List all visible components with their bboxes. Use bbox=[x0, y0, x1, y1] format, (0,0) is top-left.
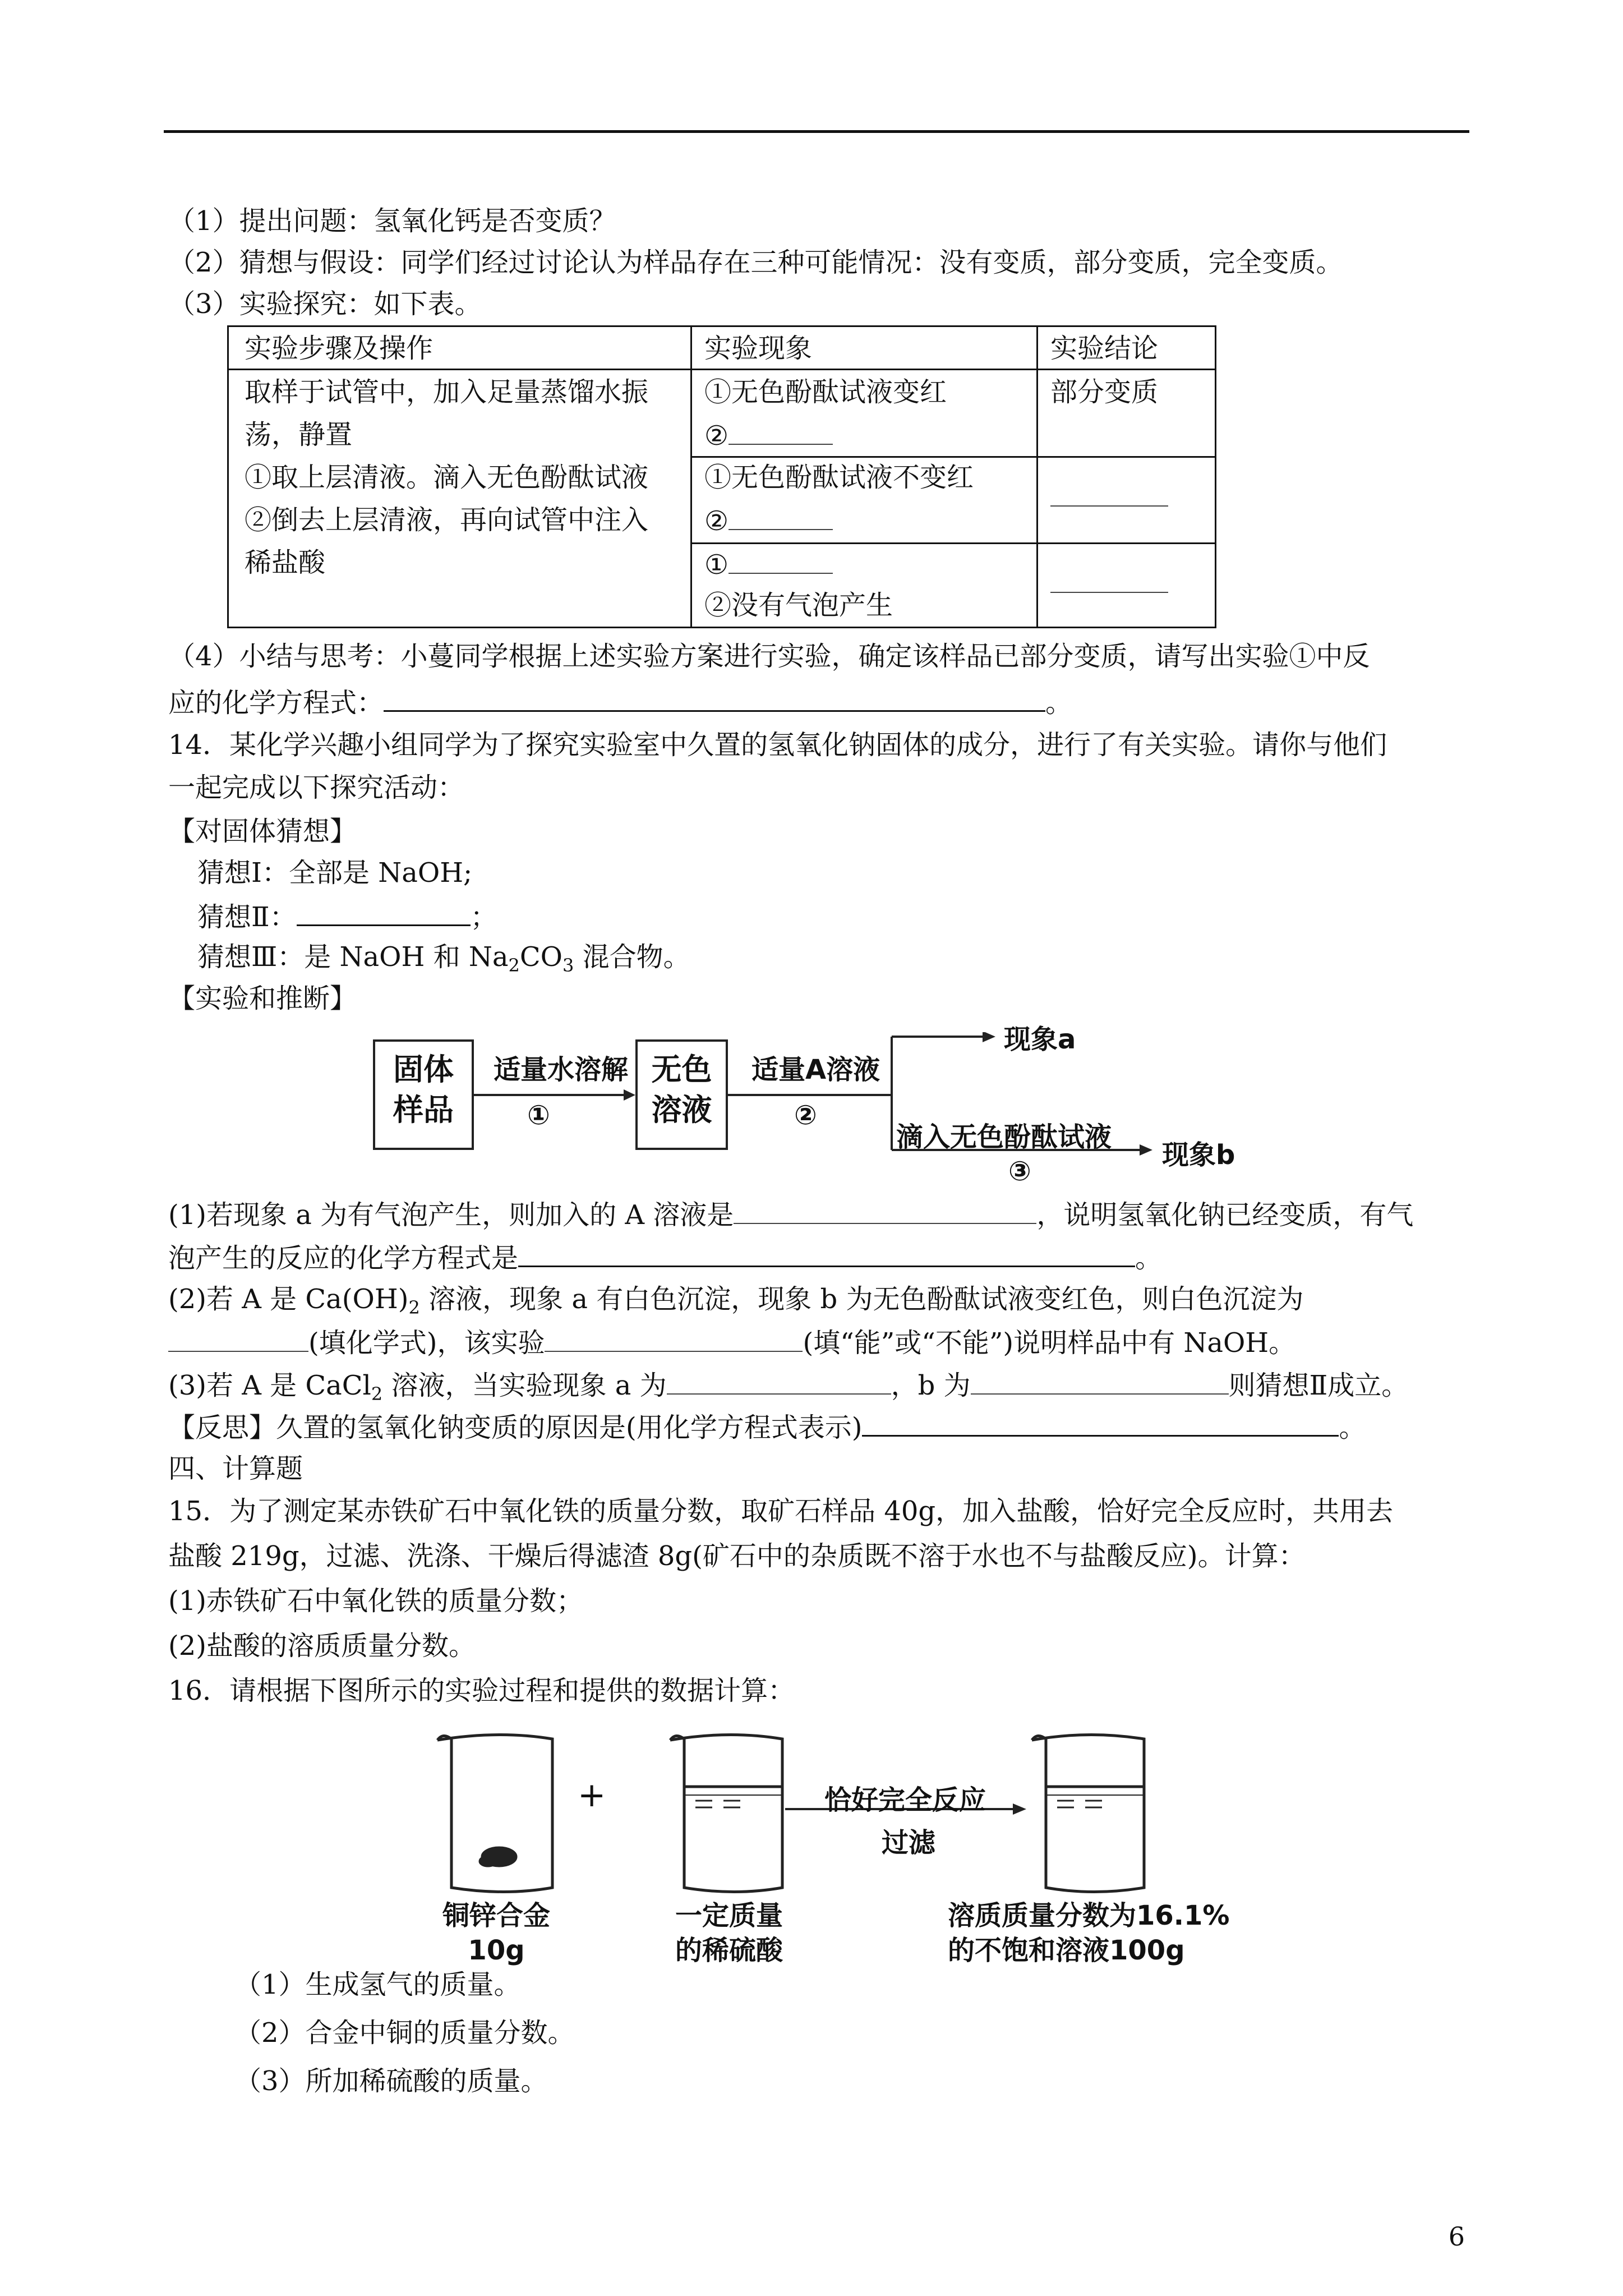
q14-part1-line2: 泡产生的反应的化学方程式是 。 bbox=[168, 1240, 1162, 1275]
row3-phenomenon-2: ②没有气泡产生 bbox=[704, 590, 893, 621]
q14-guess1: 猜想Ⅰ：全部是 NaOH; bbox=[197, 857, 473, 889]
q13-line1: （1）提出问题：氢氧化钙是否变质？ bbox=[168, 205, 616, 237]
solution-a-blank[interactable] bbox=[734, 1197, 1036, 1224]
answer-blank[interactable] bbox=[728, 503, 833, 530]
q16-sub3: （3）所加稀硫酸的质量。 bbox=[234, 2065, 548, 2097]
flow-box-colorless-solution: 无色 溶液 bbox=[635, 1039, 728, 1150]
row2-conclusion-blank[interactable] bbox=[1050, 480, 1168, 514]
reflection-equation-blank[interactable] bbox=[862, 1409, 1339, 1437]
phenomenon-b-blank[interactable] bbox=[971, 1368, 1229, 1395]
q14-heading-guess: 【对固体猜想】 bbox=[168, 816, 357, 847]
table-step-line: 荡，静置 bbox=[245, 419, 353, 450]
beaker1-label: 铜锌合金 10g bbox=[442, 1900, 550, 1966]
table-step-line: 取样于试管中，加入足量蒸馏水振 bbox=[245, 376, 649, 408]
flow-branch-label: 滴入无色酚酞试液 bbox=[896, 1121, 1112, 1153]
section-heading-calculation: 四、计算题 bbox=[168, 1453, 303, 1484]
flow-phenomenon-b: 现象b bbox=[1162, 1139, 1235, 1171]
q14-reflection: 【反思】久置的氢氧化钠变质的原因是(用化学方程式表示) 。 bbox=[168, 1409, 1366, 1444]
row3-phenomenon-1: ① bbox=[704, 547, 833, 582]
answer-blank[interactable] bbox=[728, 547, 833, 574]
q14-part3: (3)若 A 是 CaCl$_2$ 溶液，当实验现象 a 为 ，b 为 则猜想Ⅱ成立。 bbox=[168, 1368, 1408, 1402]
flow-arrow1-step: ① bbox=[527, 1099, 550, 1131]
guess2-blank[interactable] bbox=[297, 899, 471, 926]
q14-heading-experiment: 【实验和推断】 bbox=[168, 983, 357, 1014]
row1-phenomenon-2: ② bbox=[704, 418, 833, 453]
flow-arrow2-step: ② bbox=[794, 1099, 817, 1131]
flow-arrow2-label: 适量A溶液 bbox=[751, 1054, 880, 1085]
flow-branch-step: ③ bbox=[1008, 1156, 1031, 1187]
flow-arrow1-label: 适量水溶解 bbox=[494, 1054, 629, 1085]
table-header-conclusion: 实验结论 bbox=[1050, 333, 1159, 364]
row3-conclusion-blank[interactable] bbox=[1050, 566, 1168, 601]
q13-line2: （2）猜想与假设：同学们经过讨论认为样品存在三种可能情况：没有变质，部分变质，完全变质。 bbox=[168, 247, 1343, 278]
q15-line4: (2)盐酸的溶质质量分数。 bbox=[168, 1630, 476, 1662]
beaker3-label: 溶质质量分数为16.1% 的不饱和溶液100g bbox=[948, 1900, 1230, 1966]
header-rule bbox=[164, 130, 1469, 133]
q14-part2-line1: (2)若 A 是 $Ca(OH)_2$ 溶液，现象 a 有白色沉淀，现象 b 为无色酚酞试液变红色，则白色沉淀为 bbox=[168, 1283, 1304, 1318]
beaker-figure bbox=[0, 1728, 1623, 1918]
phenomenon-a-blank[interactable] bbox=[667, 1368, 891, 1395]
flow-phenomenon-a: 现象a bbox=[1004, 1024, 1076, 1055]
row2-phenomenon-2: ② bbox=[704, 503, 833, 538]
q14-intro2: 一起完成以下探究活动： bbox=[168, 772, 465, 803]
filter-label: 过滤 bbox=[882, 1827, 936, 1858]
table-step-line: 稀盐酸 bbox=[245, 547, 326, 578]
q16-sub1: （1）生成氢气的质量。 bbox=[234, 1969, 521, 2000]
q15-line2: 盐酸 219g，过滤、洗涤、干燥后得滤渣 8g(矿石中的杂质既不溶于水也不与盐酸反应)。计算： bbox=[168, 1540, 1306, 1572]
table-header-phenomenon: 实验现象 bbox=[704, 333, 813, 364]
q14-guess2: 猜想Ⅱ： ； bbox=[197, 899, 497, 934]
flow-box-solid-sample: 固体 样品 bbox=[373, 1039, 474, 1150]
beaker-2 bbox=[670, 1734, 782, 1892]
beaker-1 bbox=[437, 1734, 552, 1892]
table-step-line: ②倒去上层清液，再向试管中注入 bbox=[245, 504, 649, 536]
row1-conclusion: 部分变质 bbox=[1050, 376, 1159, 408]
beaker2-label: 一定质量 的稀硫酸 bbox=[675, 1900, 783, 1966]
can-or-cannot-blank[interactable] bbox=[545, 1325, 803, 1352]
row2-phenomenon-1: ①无色酚酞试液不变红 bbox=[704, 462, 974, 493]
q16-sub2: （2）合金中铜的质量分数。 bbox=[234, 2017, 575, 2049]
q13-line4a: （4）小结与思考：小蔓同学根据上述实验方案进行实验，确定该样品已部分变质，请写出实验①中反 bbox=[168, 641, 1370, 672]
q13-line4b: 应的化学方程式： 。 bbox=[168, 684, 1072, 720]
equation-blank[interactable] bbox=[384, 684, 1045, 712]
table-header-steps: 实验步骤及操作 bbox=[245, 333, 434, 364]
page-number: 6 bbox=[1448, 2221, 1465, 2252]
experiment-table bbox=[227, 325, 1216, 628]
q14-part1-line1: (1)若现象 a 为有气泡产生，则加入的 A 溶液是 ，说明氢氧化钠已经变质，有气 bbox=[168, 1197, 1413, 1232]
q14-guess3: 猜想Ⅲ：是 NaOH 和 $Na_2CO_3$ 混合物。 bbox=[197, 941, 690, 976]
q15-line3: (1)赤铁矿石中氧化铁的质量分数； bbox=[168, 1585, 583, 1617]
reaction-label: 恰好完全反应 bbox=[824, 1784, 986, 1816]
q14-intro1: 14．某化学兴趣小组同学为了探究实验室中久置的氢氧化钠固体的成分，进行了有关实验。请你与他们 bbox=[168, 729, 1387, 761]
table-step-line: ①取上层清液。滴入无色酚酞试液 bbox=[245, 462, 649, 493]
answer-blank[interactable] bbox=[728, 418, 833, 445]
plus-sign: + bbox=[578, 1775, 606, 1815]
equation-blank[interactable] bbox=[518, 1240, 1135, 1267]
beaker-3 bbox=[1032, 1734, 1144, 1892]
q15-line1: 15．为了测定某赤铁矿石中氧化铁的质量分数，取矿石样品 40g，加入盐酸，恰好完全反应时，共用去 bbox=[168, 1496, 1394, 1527]
q16-line1: 16．请根据下图所示的实验过程和提供的数据计算： bbox=[168, 1675, 795, 1706]
row1-phenomenon-1: ①无色酚酞试液变红 bbox=[704, 376, 947, 408]
q13-line3: （3）实验探究：如下表。 bbox=[168, 288, 482, 320]
precipitate-blank[interactable] bbox=[168, 1325, 308, 1352]
q14-part2-line2: (填化学式)，该实验 (填“能”或“不能”)说明样品中有 NaOH。 bbox=[168, 1325, 1295, 1360]
